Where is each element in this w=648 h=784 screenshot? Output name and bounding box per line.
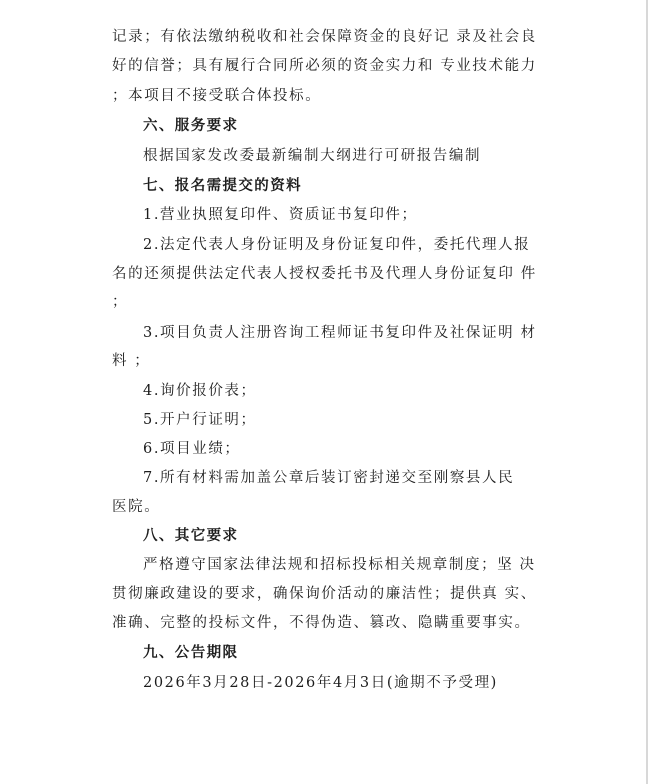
- text-line: ；: [112, 294, 129, 310]
- text-line: ；本项目不接受联合体投标。: [112, 88, 322, 104]
- text-line: 贯彻廉政建设的要求，确保询价活动的廉洁性；提供真 实、: [112, 586, 537, 602]
- list-item: 4.询价报价表；: [143, 383, 257, 399]
- text-line: 准确、完整的投标文件，不得伪造、篡改、隐瞒重要事实。: [112, 615, 531, 631]
- text-line: 医院。: [112, 499, 161, 515]
- list-item: 3.项目负责人注册咨询工程师证书复印件及社保证明 材: [143, 325, 537, 341]
- section-heading-other: 八、其它要求: [143, 527, 239, 544]
- list-item: 6.项目业绩；: [143, 441, 241, 457]
- text-line: 根据国家发改委最新编制大纲进行可研报告编制: [143, 148, 482, 164]
- text-line: 好的信誉；具有履行合同所必须的资金实力和 专业技术能力: [112, 58, 537, 74]
- text-line: 记录；有依法缴纳税收和社会保障资金的良好记 录及社会良: [112, 29, 537, 45]
- list-item: 7.所有材料需加盖公章后装订密封递交至刚察县人民: [143, 470, 515, 486]
- list-item: 5.开户行证明；: [143, 412, 257, 428]
- list-item: 2.法定代表人身份证明及身份证复印件，委托代理人报: [143, 237, 531, 253]
- section-heading-period: 九、公告期限: [143, 644, 239, 661]
- list-item: 1.营业执照复印件、资质证书复印件；: [143, 207, 418, 223]
- text-line: 料 ；: [112, 353, 151, 369]
- section-heading-service: 六、服务要求: [143, 117, 239, 134]
- text-line: 名的还须提供法定代表人授权委托书及代理人身份证复印 件: [112, 266, 537, 282]
- text-line: 严格遵守国家法律法规和招标投标相关规章制度；坚 决: [143, 557, 536, 573]
- announcement-period: 2026年3月28日-2026年4月3日(逾期不予受理): [143, 675, 498, 691]
- section-heading-materials: 七、报名需提交的资料: [143, 177, 302, 194]
